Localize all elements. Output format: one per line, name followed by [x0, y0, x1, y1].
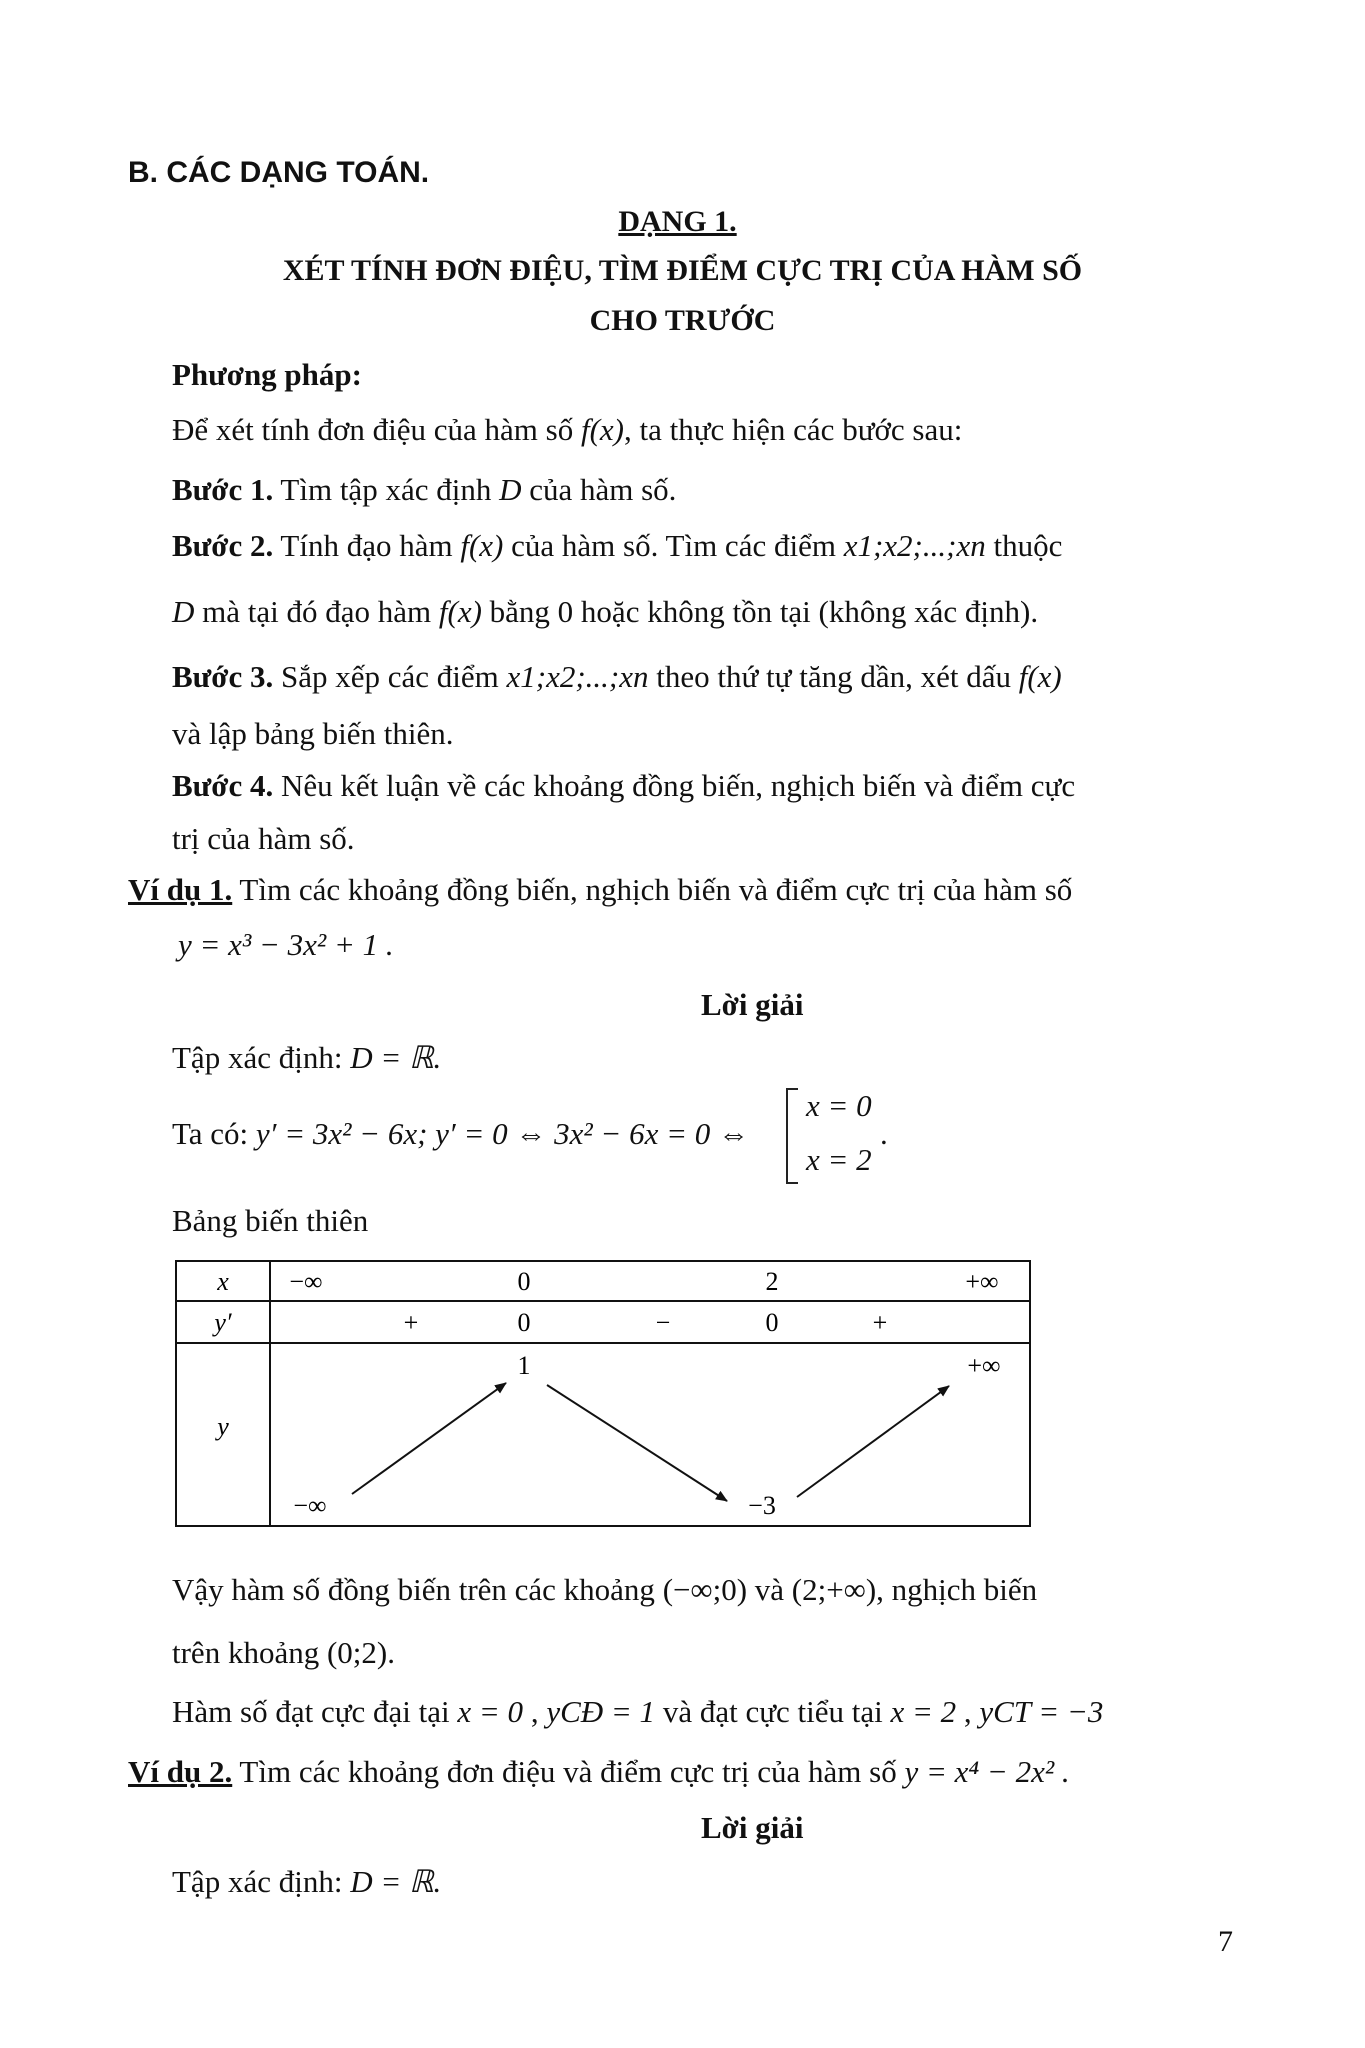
step-2-line-2: D mà tại đó đạo hàm f(x) bằng 0 hoặc không tồn tại (không xác định). — [172, 594, 1039, 629]
example-2-solution-label: Lời giải — [701, 1810, 804, 1845]
step-3-line-2: và lập bảng biến thiên. — [172, 716, 454, 751]
form-label: DẠNG 1. — [618, 205, 737, 238]
table-y-value: 1 — [517, 1351, 531, 1380]
table-y-value: +∞ — [967, 1351, 1001, 1380]
form-title-line1: XÉT TÍNH ĐƠN ĐIỆU, TÌM ĐIỂM CỰC TRỊ CỦA HÀM SỐ — [282, 254, 1083, 287]
example-1-function: y = x³ − 3x² + 1 . — [178, 927, 394, 962]
extrema-line: Hàm số đạt cực đại tại x = 0 , yCĐ = 1 và đạt cực tiểu tại x = 2 , yCT = −3 — [172, 1694, 1104, 1729]
root-end: . — [880, 1116, 888, 1151]
example-2-statement: Ví dụ 2. Tìm các khoảng đơn điệu và điểm cực trị của hàm số y = x⁴ − 2x² . — [128, 1754, 1070, 1789]
decrease-arrow — [547, 1385, 727, 1501]
example-1-derivative: Ta có: y′ = 3x² − 6x; y′ = 0 ⇔ 3x² − 6x = 0 ⇔ — [172, 1116, 750, 1151]
method-label: Phương pháp: — [172, 357, 362, 392]
example-1-solution-label: Lời giải — [701, 987, 804, 1022]
table-x-value: 2 — [765, 1267, 779, 1296]
section-heading: B. CÁC DẠNG TOÁN. — [128, 156, 430, 189]
increase-arrow — [797, 1386, 949, 1497]
example-1-statement: Ví dụ 1. Tìm các khoảng đồng biến, nghịch biến và điểm cực trị của hàm số — [128, 872, 1073, 907]
example-1-domain: Tập xác định: D = ℝ. — [172, 1040, 442, 1075]
step-4-line-2: trị của hàm số. — [172, 821, 355, 856]
root-1: x = 0 — [806, 1088, 872, 1123]
root-2: x = 2 — [806, 1142, 872, 1177]
increase-arrow — [352, 1383, 506, 1494]
table-x-value: 0 — [517, 1267, 531, 1296]
step-1: Bước 1. Tìm tập xác định D của hàm số. — [172, 472, 677, 507]
form-title-line2: CHO TRƯỚC — [589, 304, 776, 337]
table-yprime-label: y′ — [214, 1308, 232, 1337]
table-y-value: −∞ — [293, 1491, 327, 1520]
conclusion-line-1: Vậy hàm số đồng biến trên các khoảng (−∞;0) và (2;+∞), nghịch biến — [172, 1572, 1038, 1607]
table-yprime-sign: + — [872, 1308, 888, 1337]
table-y-label: y — [217, 1412, 229, 1441]
method-intro: Để xét tính đơn điệu của hàm số f(x), ta thực hiện các bước sau: — [172, 412, 963, 447]
table-x-value: −∞ — [289, 1267, 323, 1296]
table-y-value: −3 — [748, 1491, 776, 1520]
table-yprime-sign: − — [655, 1308, 671, 1337]
page-number: 7 — [1218, 1925, 1233, 1958]
table-yprime-sign: 0 — [765, 1308, 779, 1337]
table-yprime-sign: 0 — [517, 1308, 531, 1337]
step-2: Bước 2. Tính đạo hàm f(x) của hàm số. Tìm các điểm x1;x2;...;xn thuộc — [172, 528, 1063, 563]
step-3: Bước 3. Sắp xếp các điểm x1;x2;...;xn theo thứ tự tăng dần, xét dấu f(x) — [172, 659, 1062, 694]
table-caption: Bảng biến thiên — [172, 1203, 369, 1238]
table-yprime-sign: + — [403, 1308, 419, 1337]
step-4: Bước 4. Nêu kết luận về các khoảng đồng biến, nghịch biến và điểm cực — [172, 768, 1076, 803]
table-x-label: x — [217, 1267, 229, 1296]
example-2-domain: Tập xác định: D = ℝ. — [172, 1864, 442, 1899]
conclusion-line-2: trên khoảng (0;2). — [172, 1635, 395, 1670]
table-x-value: +∞ — [965, 1267, 999, 1296]
